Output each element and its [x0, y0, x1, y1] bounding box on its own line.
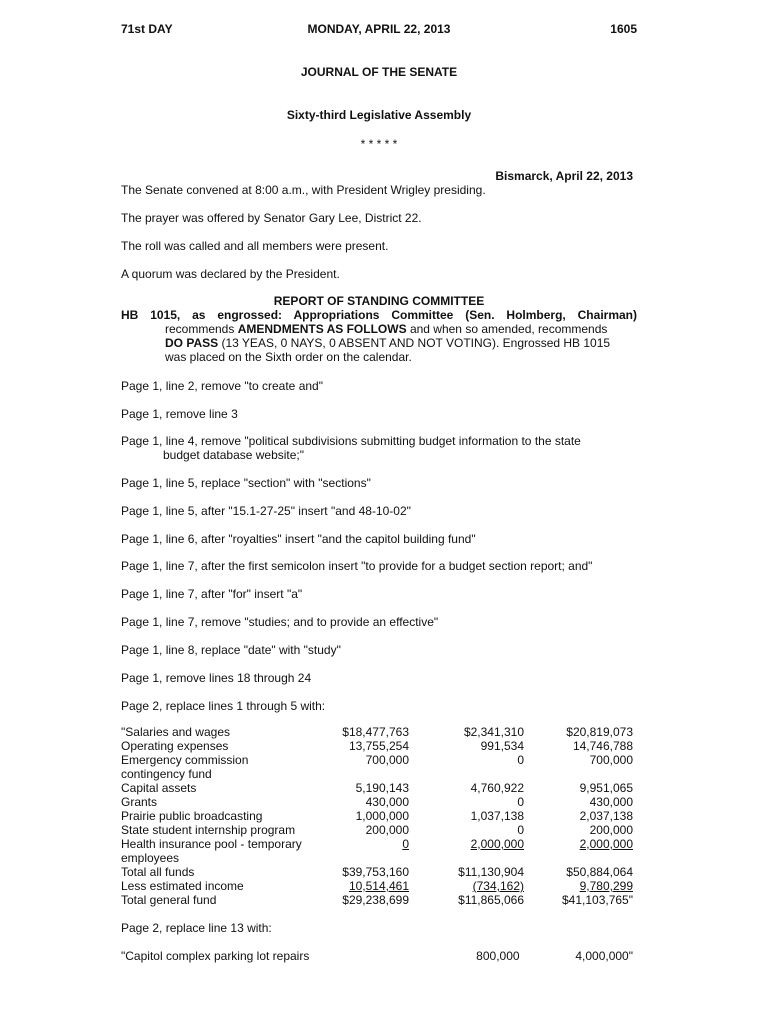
row-value-3: 430,000	[589, 795, 633, 809]
row-value-1: 0	[402, 837, 409, 851]
row-value-2: 4,760,922	[470, 781, 524, 795]
row-value-3: 700,000	[589, 753, 633, 767]
rec-prefix: recommends	[165, 322, 235, 336]
row-value-1: 200,000	[365, 823, 409, 837]
row-value-2: 1,037,138	[470, 809, 524, 823]
vote-tally: (13 YEAS, 0 NAYS, 0 ABSENT AND NOT VOTING). Engrossed HB 1015	[221, 336, 611, 350]
journal-title: JOURNAL OF THE SENATE	[300, 65, 458, 79]
page-header	[121, 22, 637, 38]
row-value-2: 2,000,000	[470, 837, 524, 851]
table-row	[121, 949, 633, 963]
row-value-1: 5,190,143	[355, 781, 409, 795]
empty-cell	[409, 851, 524, 865]
row-value-2: (734,162)	[472, 879, 524, 893]
rec-amendments: AMENDMENTS AS FOLLOWS	[237, 322, 407, 336]
row-label: "Capitol complex parking lot repairs	[121, 949, 310, 963]
row-value-3-cell	[524, 837, 633, 851]
row-value-2: 0	[517, 753, 524, 767]
row-value-3: 9,951,065	[579, 781, 633, 795]
report-pass-line	[121, 336, 637, 350]
row-label: Prairie public broadcasting	[121, 809, 263, 823]
table-row	[121, 781, 633, 795]
row-label: Capital assets	[121, 781, 197, 795]
amendment-item: Page 1, remove line 3	[121, 407, 238, 421]
amendment-item: Page 2, replace line 13 with:	[121, 921, 272, 935]
row-value-2: $11,865,066	[458, 893, 524, 907]
row-value-3: $41,103,765"	[562, 893, 633, 907]
table-row	[121, 893, 633, 907]
table-row	[121, 837, 633, 851]
report-bill-line: HB 1015, as engrossed: Appropriations Committee (Sen. Holmberg, Chairman)	[121, 308, 637, 322]
empty-cell	[524, 767, 633, 781]
opening-prayer: The prayer was offered by Senator Gary Lee, District 22.	[121, 211, 422, 225]
row-value-2: $11,130,904	[458, 865, 524, 879]
row-value-1: 10,514,461	[348, 879, 409, 893]
row-value-3: $50,884,064	[566, 865, 633, 879]
report-last-line: was placed on the Sixth order on the calendar.	[165, 350, 412, 364]
row-value-1: 430,000	[365, 795, 409, 809]
table-row	[121, 739, 633, 753]
row-value-2: 800,000	[476, 949, 520, 963]
empty-cell	[409, 767, 524, 781]
budget-table	[121, 725, 633, 907]
amendment-item: Page 2, replace lines 1 through 5 with:	[121, 699, 326, 713]
row-value-3: 2,037,138	[579, 809, 633, 823]
report-recommend-line	[121, 322, 637, 336]
row-label: Health insurance pool - temporary	[121, 837, 302, 851]
row-value-3: 9,780,299	[579, 879, 633, 893]
row-label-continued: employees	[121, 851, 180, 865]
row-label: "Salaries and wages	[121, 725, 230, 739]
opening-convened: The Senate convened at 8:00 a.m., with President Wrigley presiding.	[121, 183, 486, 197]
table-row	[121, 809, 633, 823]
amendment-item: Page 1, line 2, remove "to create and"	[121, 379, 323, 393]
row-value-1: $39,753,160	[342, 865, 409, 879]
row-value-1-cell	[311, 879, 409, 893]
row-value-1: 700,000	[365, 753, 409, 767]
amendment-item: Page 1, line 4, remove "political subdivisions submitting budget information to the state	[121, 434, 581, 448]
opening-roll-call: The roll was called and all members were present.	[121, 239, 389, 253]
table-row	[121, 753, 633, 767]
row-label: Grants	[121, 795, 158, 809]
amendment-item: Page 1, line 5, after "15.1-27-25" insert "and 48-10-02"	[121, 504, 411, 518]
row-value-3: 14,746,788	[572, 739, 633, 753]
separator: * * * * *	[360, 137, 398, 151]
row-value-2: 0	[517, 823, 524, 837]
row-value-1: $29,238,699	[342, 893, 409, 907]
header-day: 71st DAY	[121, 22, 173, 36]
row-label: State student internship program	[121, 823, 296, 837]
table-row	[121, 865, 633, 879]
row-value-1: 13,755,254	[348, 739, 409, 753]
row-label: Total all funds	[121, 865, 195, 879]
table-row	[121, 851, 633, 865]
location-date: Bismarck, April 22, 2013	[495, 169, 633, 183]
do-pass: DO PASS	[165, 336, 219, 350]
row-value-2: 991,534	[480, 739, 524, 753]
table-row	[121, 725, 633, 739]
report-heading: REPORT OF STANDING COMMITTEE	[273, 294, 485, 308]
amendment-item: Page 1, line 6, after "royalties" insert "and the capitol building fund"	[121, 532, 476, 546]
row-label: Total general fund	[121, 893, 217, 907]
row-value-3-cell	[524, 879, 633, 893]
empty-cell	[311, 767, 409, 781]
table-row	[121, 767, 633, 781]
amendment-item: Page 1, line 7, after "for" insert "a"	[121, 587, 303, 601]
row-value-3: $20,819,073	[566, 725, 633, 739]
row-label-continued: contingency fund	[121, 767, 212, 781]
row-value-2-cell	[409, 837, 524, 851]
empty-cell	[311, 851, 409, 865]
amendment-item: Page 1, line 7, after the first semicolon insert "to provide for a budget section report; and"	[121, 559, 593, 573]
row-value-1-cell	[311, 837, 409, 851]
header-date: MONDAY, APRIL 22, 2013	[307, 22, 451, 36]
row-value-1: $18,477,763	[342, 725, 409, 739]
table-row	[121, 879, 633, 893]
report-paragraph	[121, 308, 637, 364]
rec-suffix: and when so amended, recommends	[409, 322, 608, 336]
amendment-item: Page 1, line 5, replace "section" with "sections"	[121, 476, 371, 490]
amendment-item: Page 1, line 8, replace "date" with "study"	[121, 643, 341, 657]
row-value-2: $2,341,310	[463, 725, 524, 739]
row-value-1: 1,000,000	[355, 809, 409, 823]
row-label: Emergency commission	[121, 753, 249, 767]
table-row	[121, 795, 633, 809]
row-label: Operating expenses	[121, 739, 229, 753]
amendment-item: Page 1, line 7, remove "studies; and to provide an effective"	[121, 615, 439, 629]
amendment-item-continued: budget database website;"	[163, 448, 305, 462]
row-value-2: 0	[517, 795, 524, 809]
row-value-3: 4,000,000"	[575, 949, 633, 963]
header-page-number: 1605	[610, 22, 637, 36]
amendment-item: Page 1, remove lines 18 through 24	[121, 671, 312, 685]
table-row	[121, 823, 633, 837]
row-value-3: 2,000,000	[579, 837, 633, 851]
row-value-3: 200,000	[589, 823, 633, 837]
empty-cell	[524, 851, 633, 865]
assembly-subtitle: Sixty-third Legislative Assembly	[286, 108, 472, 122]
row-value-2-cell	[409, 879, 524, 893]
capitol-parking-line	[121, 949, 633, 963]
row-label: Less estimated income	[121, 879, 244, 893]
opening-quorum: A quorum was declared by the President.	[121, 267, 340, 281]
